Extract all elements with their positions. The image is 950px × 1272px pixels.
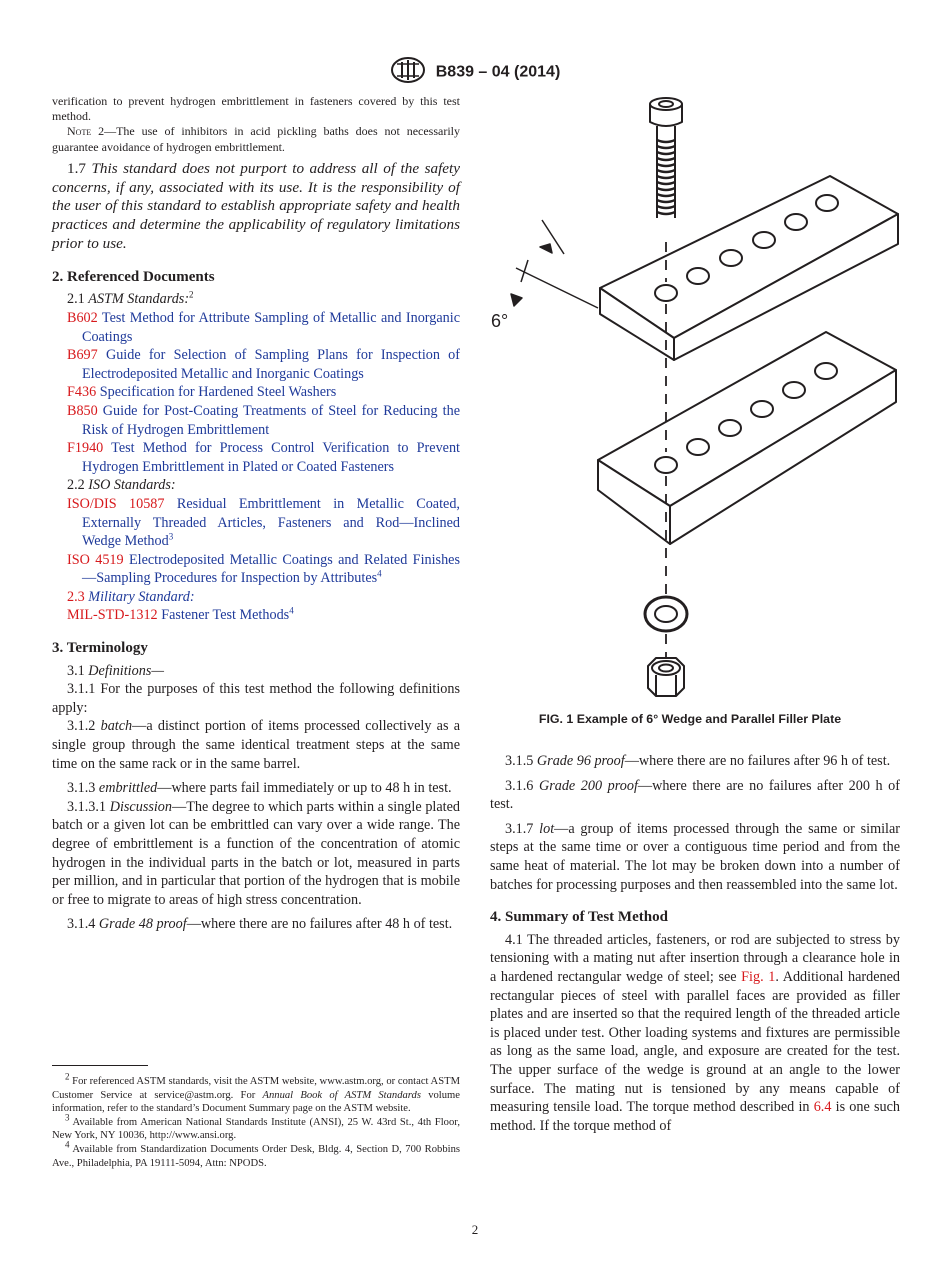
section-6-4-link[interactable]: 6.4 xyxy=(813,1099,832,1116)
angle-indicator xyxy=(511,220,598,308)
intro-continuation: verification to prevent hydrogen embrittlement in fasteners covered by this test method. xyxy=(52,94,460,124)
reference-b850[interactable]: B850 Guide for Post-Coating Treatments of Steel for Reducing the Risk of Hydrogen Embrittlement xyxy=(67,402,460,438)
section-2-heading: 2. Referenced Documents xyxy=(52,268,215,285)
reference-b602[interactable]: B602 Test Method for Attribute Sampling of Metallic and Inorganic Coatings xyxy=(67,309,460,345)
left-column xyxy=(52,94,460,934)
footnote-4: $^4$ Available from Standardization Documents Order Desk, Bldg. 4, Section D, 700 Robbins Ave., Philadelphia, PA 19111-5094, Attn: NPODS. xyxy=(52,1139,460,1169)
nut-icon xyxy=(648,658,684,696)
definition-lot: 3.1.7 lot—a group of items processed through the same or similar steps at the same time or over a contiguous time period and from the same heat of material. The lot may be broken down into a number of batches for processing purposes and then reassembled into the same lot. xyxy=(490,820,901,893)
document-id: B839 – 04 (2014) xyxy=(435,63,561,81)
subsection-2-3[interactable]: 2.3 Military Standard: xyxy=(67,588,195,605)
angle-label: 6° xyxy=(491,311,509,331)
note-2: Note 2—The use of inhibitors in acid pickling baths does not necessarily guarantee avoidance of hydrogen embrittlement. xyxy=(52,124,460,154)
page-header xyxy=(0,56,950,89)
figure-1-wedge-diagram xyxy=(480,92,920,712)
paragraph-3-1-1: 3.1.1 For the purposes of this test method the following definitions apply: xyxy=(52,681,460,716)
right-column xyxy=(490,752,900,1135)
reference-f436[interactable]: F436 Specification for Hardened Steel Washers xyxy=(67,384,337,401)
discussion-3-1-3-1: 3.1.3.1 Discussion—The degree to which parts within a single plated batch or a given lot can be embrittled can vary over a wide range. The degree of embrittlement is a function of the concentration of atomic hydrogen in the individual parts in the batch or lot, measured in parts per million, and in particular that portion of the hydrogen that is mobile or free to migrate to areas of high stress concentration. xyxy=(52,798,460,908)
subsection-3-1: 3.1 Definitions— xyxy=(67,662,164,679)
bolt-icon xyxy=(650,98,682,218)
filler-plate xyxy=(598,332,896,544)
astm-logo-icon xyxy=(390,56,426,89)
definition-embrittled: 3.1.3 embrittled—where parts fail immediately or up to 48 h in test. xyxy=(67,780,452,797)
footnote-3: $^3$ Available from American National Standards Institute (ANSI), 25 W. 43rd St., 4th Floor, New York, NY 10036, http://www.ansi.org. xyxy=(52,1112,460,1142)
footnotes xyxy=(52,1071,460,1170)
definition-grade-48: 3.1.4 Grade 48 proof—where there are no failures after 48 h of test. xyxy=(67,916,453,933)
page-number: 2 xyxy=(471,1222,479,1237)
definition-batch: 3.1.2 batch—a distinct portion of items processed collectively as a single group through the same identical treatment steps at the same time on the same rack or in the same barrel. xyxy=(52,718,461,772)
subsection-2-1: 2.1 ASTM Standards:$^2$ xyxy=(67,289,194,308)
definition-grade-200: 3.1.6 Grade 200 proof—where there are no failures after 200 h of test. xyxy=(490,777,900,813)
reference-iso-4519[interactable]: ISO 4519 Electrodeposited Metallic Coatings and Related Finishes—Sampling Procedures for Inspection by Attributes$^4$ xyxy=(67,551,460,587)
astm-reference-list xyxy=(52,309,460,476)
wedge-block xyxy=(600,176,898,360)
reference-b697[interactable]: B697 Guide for Selection of Sampling Plans for Inspection of Electrodeposited Metallic and Inorganic Coatings xyxy=(67,347,460,382)
fig-1-link[interactable]: Fig. 1 xyxy=(741,968,776,985)
subsection-2-2: 2.2 ISO Standards: xyxy=(67,477,176,494)
reference-iso-10587[interactable]: ISO/DIS 10587 Residual Embrittlement in Metallic Coated, Externally Threaded Articles, Fasteners and Rod—Inclined Wedge Method$^3$ xyxy=(67,495,460,550)
paragraph-4-1: 4.1 The threaded articles, fasteners, or rod are subjected to stress by tensioning with a mating nut after insertion through a clearance hole in a hardened rectangular wedge of steel; see Fig. 1. Additional hardened rectangular pieces of steel with parallel faces are provided as filler plates and are inserted so that the required length of the threaded article is placed under test. Other loading systems and fixtures are permissible as long as the same load, angle, and exposure are created for the test. The upper surface of the wedge is ground at an angle to the lower surface. The mating nut is tensioned by any means capable of measuring tensile load. The torque method described in 6.4 is one such method. If the torque method of xyxy=(490,931,900,1134)
section-4-heading: 4. Summary of Test Method xyxy=(490,909,668,926)
figure-caption: FIG. 1 Example of 6° Wedge and Parallel Filler Plate xyxy=(538,712,842,726)
section-3-heading: 3. Terminology xyxy=(52,640,148,657)
washer-icon xyxy=(645,597,687,631)
footnote-2: $^2$ For referenced ASTM standards, visit the ASTM website, www.astm.org, or contact ASTM Customer Service at service@astm.org. For Annual Book of ASTM Standards volume information, refer to the standard’s Document Summary page on the ASTM website. xyxy=(52,1071,460,1115)
footnote-divider xyxy=(52,1065,148,1066)
reference-mil-std-1312[interactable]: MIL-STD-1312 Fastener Test Methods$^4$ xyxy=(67,605,294,624)
paragraph-1-7: 1.7 This standard does not purport to address all of the safety concerns, if any, associated with its use. It is the responsibility of the user of this standard to establish appropriate safety and health practices and determine the applicability of regulatory limitations prior to use. xyxy=(52,159,461,252)
reference-f1940[interactable]: F1940 Test Method for Process Control Verification to Prevent Hydrogen Embrittlement in Plated or Coated Fasteners xyxy=(67,440,460,475)
definition-grade-96: 3.1.5 Grade 96 proof—where there are no failures after 96 h of test. xyxy=(505,753,891,769)
